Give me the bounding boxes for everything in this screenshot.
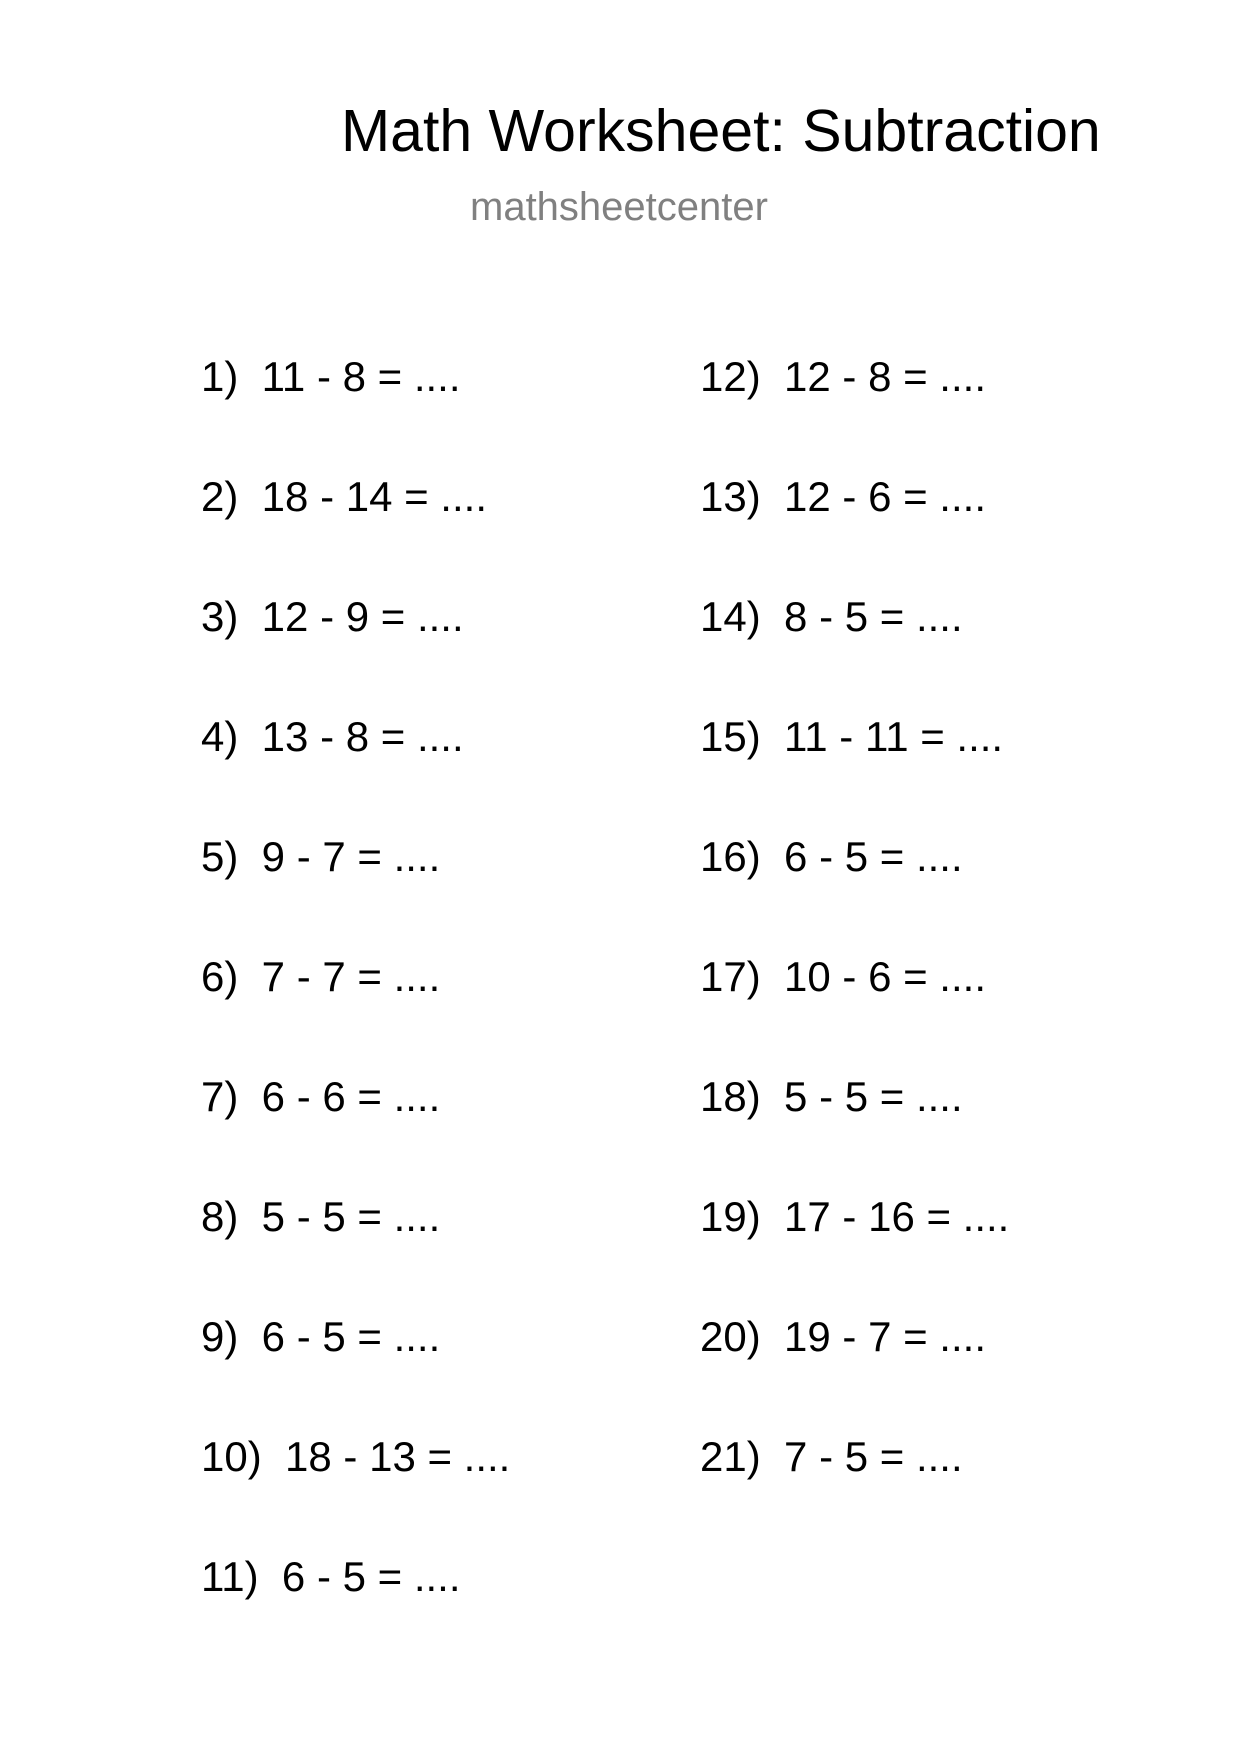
problems-left-column: [201, 352, 510, 1672]
problem-item: 1) 11 - 8 = ....: [201, 353, 461, 400]
problem-item: 7) 6 - 6 = ....: [201, 1073, 441, 1120]
problem-item: 3) 12 - 9 = ....: [201, 593, 464, 640]
problem-item: 19) 17 - 16 = ....: [700, 1193, 1010, 1240]
problem-item: 9) 6 - 5 = ....: [201, 1313, 441, 1360]
problem-item: 10) 18 - 13 = ....: [201, 1433, 511, 1480]
problem-item: 17) 10 - 6 = ....: [700, 953, 986, 1000]
problem-item: 12) 12 - 8 = ....: [700, 353, 986, 400]
problem-item: 16) 6 - 5 = ....: [700, 833, 963, 880]
problem-item: 18) 5 - 5 = ....: [700, 1073, 963, 1120]
problem-item: 2) 18 - 14 = ....: [201, 473, 487, 520]
problem-item: 20) 19 - 7 = ....: [700, 1313, 986, 1360]
problem-item: 8) 5 - 5 = ....: [201, 1193, 441, 1240]
problem-item: 11) 6 - 5 = ....: [201, 1553, 461, 1600]
worksheet-source: mathsheetcenter: [470, 185, 768, 229]
problem-item: 13) 12 - 6 = ....: [700, 473, 986, 520]
worksheet-title: Math Worksheet: Subtraction: [341, 98, 1101, 164]
problem-item: 5) 9 - 7 = ....: [201, 833, 441, 880]
problem-item: 4) 13 - 8 = ....: [201, 713, 464, 760]
problem-item: 6) 7 - 7 = ....: [201, 953, 441, 1000]
problem-item: 15) 11 - 11 = ....: [700, 713, 1004, 760]
problem-item: 14) 8 - 5 = ....: [700, 593, 963, 640]
problems-right-column: [700, 352, 1009, 1552]
problem-item: 21) 7 - 5 = ....: [700, 1433, 963, 1480]
